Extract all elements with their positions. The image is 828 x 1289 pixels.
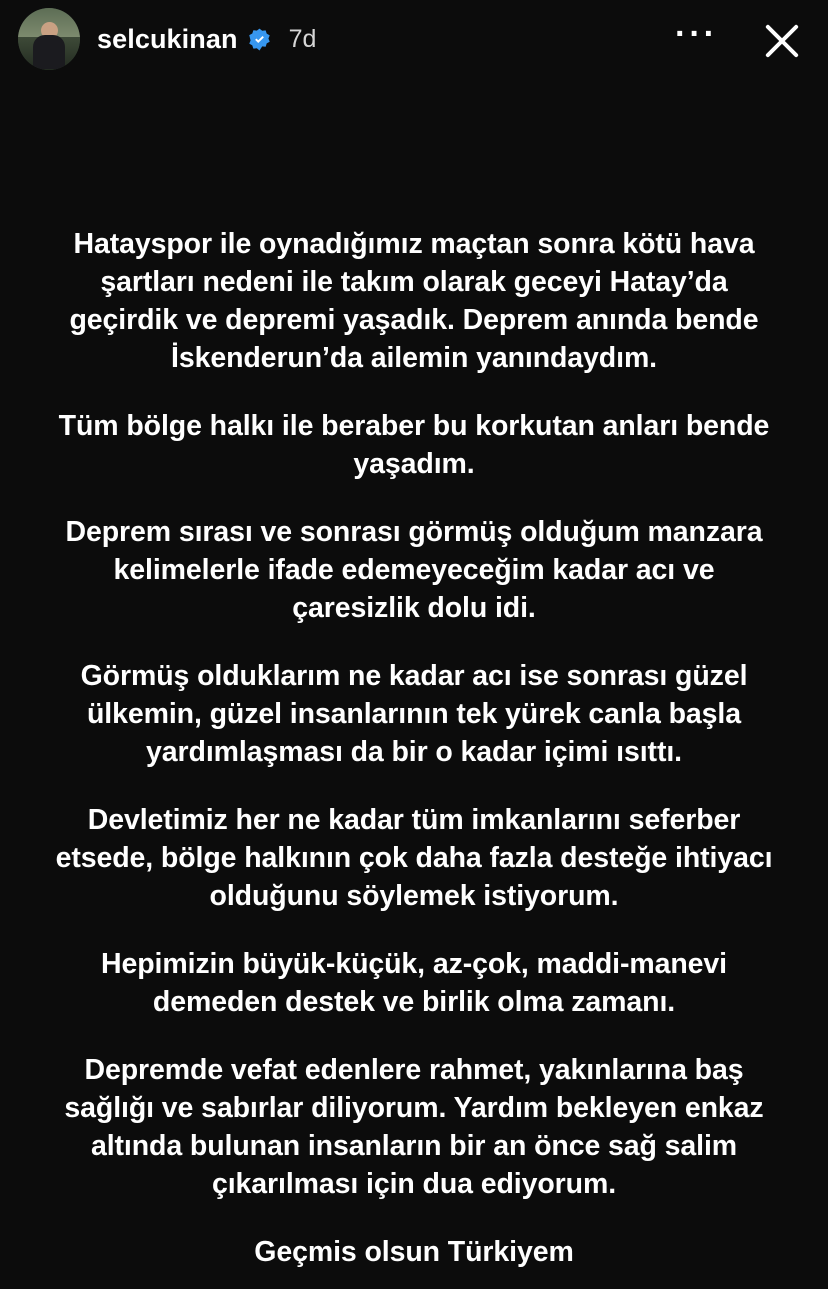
verified-badge-icon	[247, 27, 272, 52]
story-paragraph: Devletimiz her ne kadar tüm imkanlarını seferber etsede, bölge halkının çok daha fazla desteğe ihtiyacı olduğunu söylemek istiyorum.	[55, 804, 773, 912]
story-paragraph: Depremde vefat edenlere rahmet, yakınlarına baş sağlığı ve sabırlar diliyorum. Yardım bekleyen enkaz altında bulunan insanların bir an önce sağ salim çıkarılması için dua ediyorum.	[64, 1054, 764, 1200]
timestamp-label: 7d	[288, 24, 317, 53]
close-icon[interactable]	[760, 17, 804, 61]
story-closing-line: Geçmis olsun Türkiyem	[254, 1236, 574, 1268]
story-paragraph: Hepimizin büyük-küçük, az-çok, maddi-manevi demeden destek ve birlik olma zamanı.	[100, 948, 727, 1018]
story-paragraph: Hatayspor ile oynadığımız maçtan sonra kötü hava şartları nedeni ile takım olarak geceyi Hatay’da geçirdik ve depremi yaşadık. Deprem anında bende İskenderun’da ailemin yanındaydım.	[69, 228, 759, 374]
story-header	[0, 0, 828, 78]
story-paragraph: Tüm bölge halkı ile beraber bu korkutan anları bende yaşadım.	[58, 410, 770, 480]
avatar-person-body	[33, 35, 65, 69]
story-text-content	[48, 225, 780, 1271]
more-options-icon[interactable]: ···	[675, 15, 718, 53]
story-paragraph: Deprem sırası ve sonrası görmüş olduğum manzara kelimelerle ifade edemeyeceğim kadar acı ve çaresizlik dolu idi.	[65, 516, 763, 624]
username-label[interactable]: selcukinan	[97, 23, 238, 54]
avatar[interactable]	[18, 8, 80, 70]
story-paragraph: Görmüş olduklarım ne kadar acı ise sonrası güzel ülkemin, güzel insanlarının tek yürek canla başla yardımlaşması da bir o kadar içimi ısıttı.	[80, 660, 748, 768]
